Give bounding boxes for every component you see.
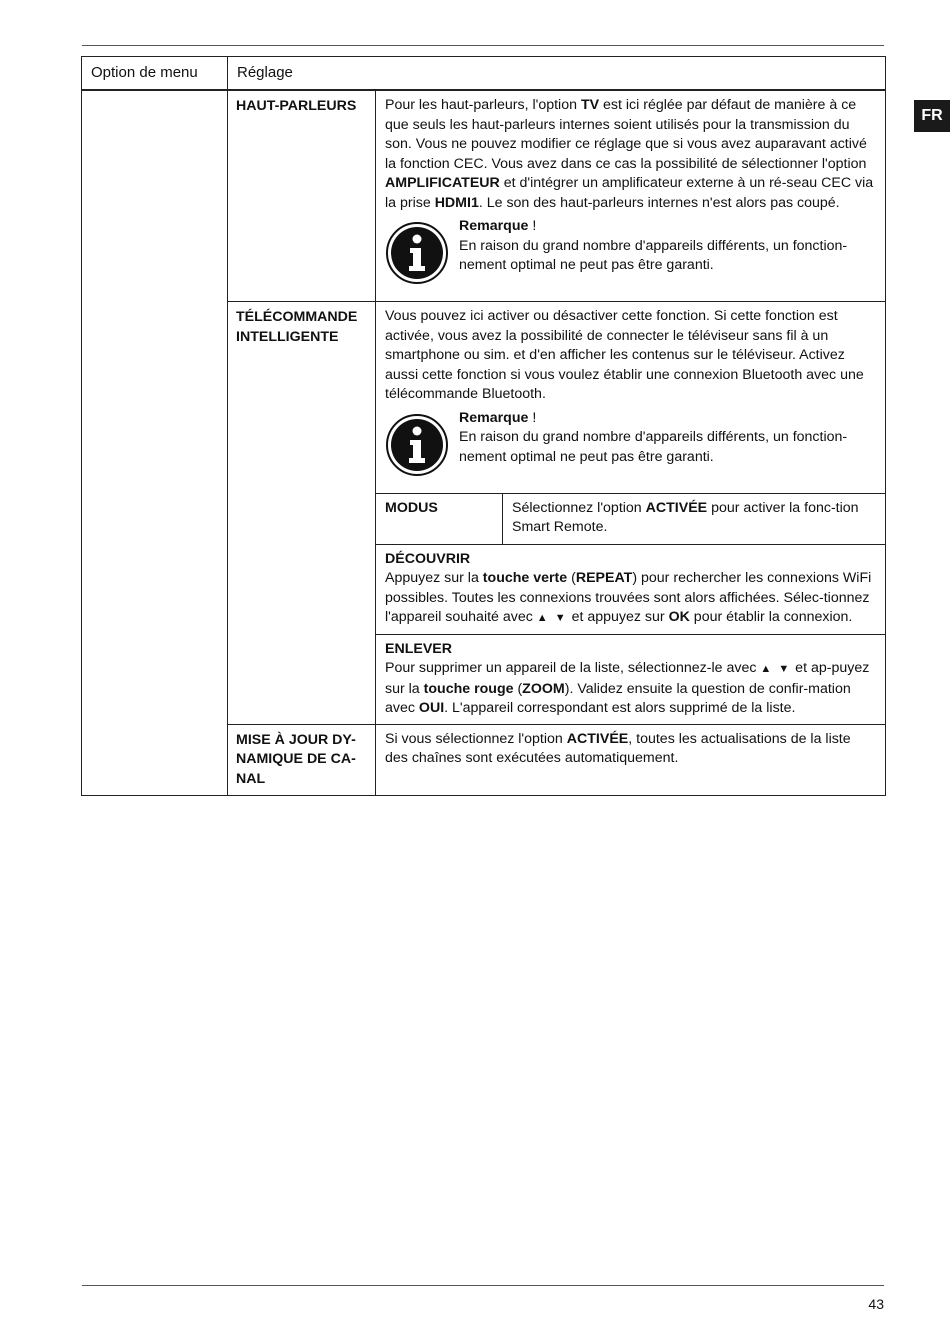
note-text: En raison du grand nombre d'appareils différents, un fonction-nement optimal ne peut pas être garanti. <box>459 429 848 465</box>
option-label: TÉLÉCOMMANDE INTELLIGENTE <box>228 302 376 724</box>
option-description: Si vous sélectionnez l'option ACTIVÉE, toutes les actualisations de la liste des chaînes sont exécutées automatiquement. <box>385 730 851 766</box>
header-option: Option de menu <box>82 57 228 89</box>
sub-option-title: ENLEVER <box>385 640 453 657</box>
page-number: 43 <box>868 1296 884 1312</box>
sub-option-title: DÉCOUVRIR <box>385 550 471 567</box>
sub-option-description: Sélectionnez l'option ACTIVÉE pour activer la fonc-tion Smart Remote. <box>512 499 859 535</box>
option-label: HAUT-PARLEURS <box>228 91 376 301</box>
info-icon <box>385 413 449 477</box>
table-row <box>228 91 885 302</box>
table-row <box>228 302 885 725</box>
table-row <box>228 725 885 796</box>
bottom-rule <box>82 1285 884 1286</box>
note-title: Remarque <box>459 409 529 426</box>
table-header <box>82 57 885 91</box>
sub-option-enlever <box>376 634 885 724</box>
sub-option-label: MODUS <box>376 494 503 544</box>
note-title: Remarque <box>459 218 529 234</box>
note-box: Remarque ! En raison du grand nombre d'appareils différents, un fonction-nement optimal ne peut pas être garanti. <box>376 217 885 301</box>
sub-option-description: Pour supprimer un appareil de la liste, sélectionnez-le avec ▲ ▼ et ap-puyez sur la touche rouge (ZOOM). Validez ensuite la question de confir-mation avec OUI. L'appareil correspondant est alors supprimé de la liste. <box>385 660 870 716</box>
option-label: MISE À JOUR DY-NAMIQUE DE CA-NAL <box>228 725 376 796</box>
sub-option-modus <box>376 493 885 544</box>
note-text: En raison du grand nombre d'appareils différents, un fonction-nement optimal ne peut pas être garanti. <box>459 237 848 273</box>
option-description: Vous pouvez ici activer ou désactiver cette fonction. Si cette fonction est activée, vous avez la possibilité de connecter le téléviseur sans fil à un smartphone ou sim. et d'en afficher les contenus sur le téléviseur. Activez aussi cette fonction si vous voulez établir une connexion Bluetooth avec une télécommande Bluetooth. <box>385 308 864 402</box>
top-rule <box>82 45 884 46</box>
note-box: Remarque ! En raison du grand nombre d'appareils différents, un fonction-nement optimal ne peut pas être garanti. <box>376 409 885 493</box>
menu-column-empty <box>82 91 228 795</box>
language-badge: FR <box>914 100 950 132</box>
sub-option-description: Appuyez sur la touche verte (REPEAT) pour rechercher les connexions WiFi possibles. Toutes les connexions trouvées sont alors affichées. Sélec-tionnez l'appareil souhaité avec ▲ ▼ et appuyez sur OK pour établir la connexion. <box>385 570 872 625</box>
info-icon <box>385 221 449 285</box>
sub-option-decouvrir <box>376 544 885 634</box>
header-setting: Réglage <box>237 64 293 81</box>
up-down-arrows-icon: ▲ ▼ <box>760 663 792 675</box>
up-down-arrows-icon: ▲ ▼ <box>536 612 568 624</box>
option-description: Pour les haut-parleurs, l'option TV est ici réglée par défaut de manière à ce que seuls les haut-parleurs internes soient utilisés pour la transmission du son. Vous ne pouvez modifier ce réglage que si vous avez auparavant activé la fonction CEC. Vous avez dans ce cas la possibilité de sélectionner l'option AMPLIFICATEUR et d'intégrer un amplificateur externe à un ré-seau CEC via la prise HDMI1. Le son des haut-parleurs internes n'est alors pas coupé. <box>385 97 874 211</box>
menu-options-table <box>81 56 886 796</box>
